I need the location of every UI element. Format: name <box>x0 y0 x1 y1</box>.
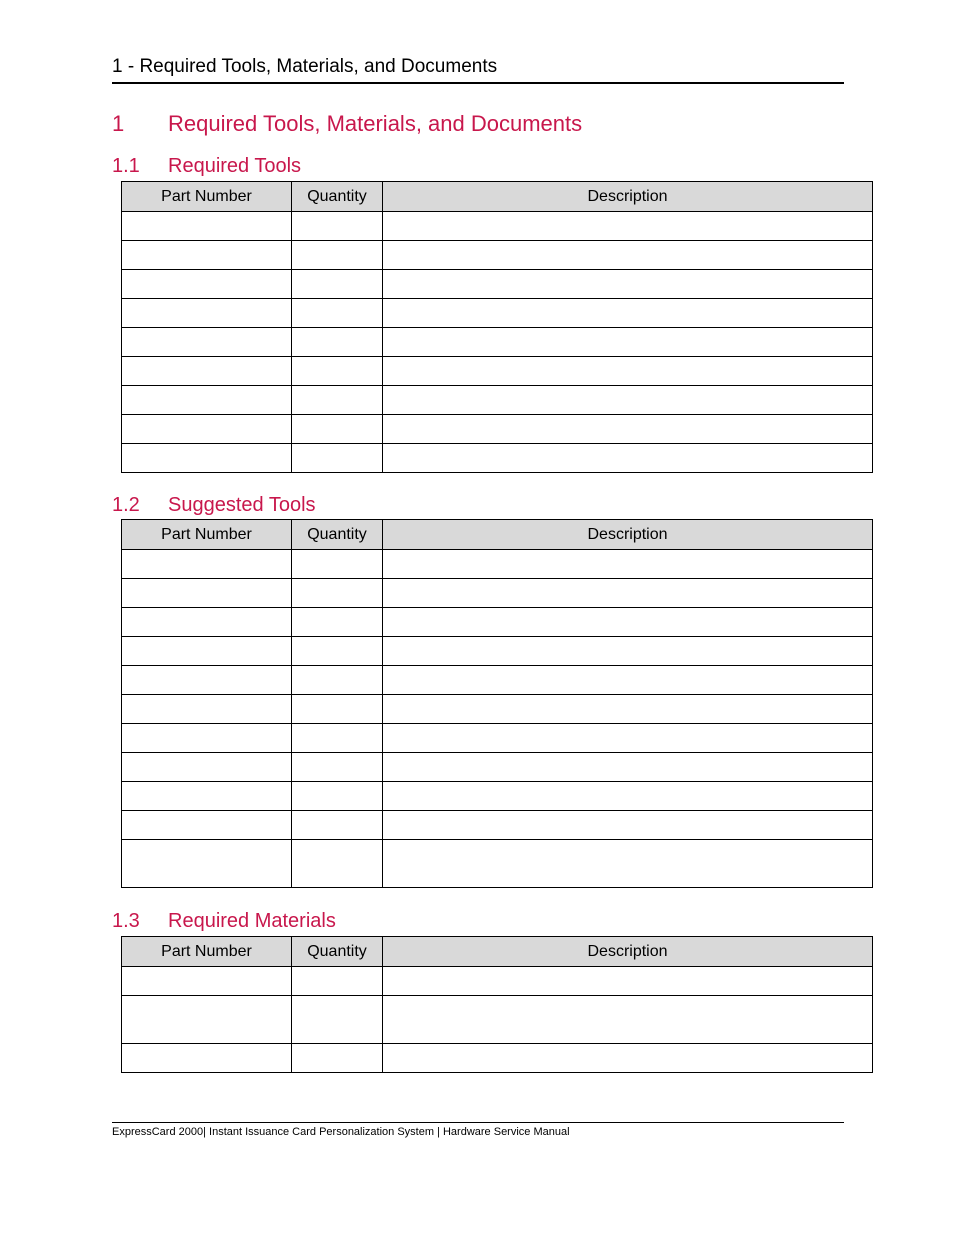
description-cell <box>383 579 873 608</box>
table-row <box>122 270 873 299</box>
description-cell <box>383 212 873 241</box>
table-row <box>122 753 873 782</box>
chapter-heading <box>112 110 582 138</box>
part-number-cell <box>122 782 292 811</box>
column-header-quantity: Quantity <box>292 937 383 967</box>
description-cell <box>383 996 873 1044</box>
chapter-number: 1 <box>112 111 125 136</box>
quantity-cell <box>292 1044 383 1073</box>
table-row <box>122 579 873 608</box>
required-materials-table <box>121 936 873 1073</box>
table-row <box>122 840 873 888</box>
table-row <box>122 811 873 840</box>
part-number-cell <box>122 724 292 753</box>
table-row <box>122 608 873 637</box>
description-cell <box>383 415 873 444</box>
table-row <box>122 299 873 328</box>
required-tools-table <box>121 181 873 473</box>
part-number-cell <box>122 695 292 724</box>
table-row <box>122 415 873 444</box>
section-number: 1.1 <box>112 155 140 177</box>
table-row <box>122 967 873 996</box>
description-cell <box>383 386 873 415</box>
table-row <box>122 666 873 695</box>
quantity-cell <box>292 357 383 386</box>
part-number-cell <box>122 753 292 782</box>
quantity-cell <box>292 579 383 608</box>
column-header-part-number: Part Number <box>122 937 292 967</box>
section-title: Required Tools <box>168 155 302 177</box>
quantity-cell <box>292 299 383 328</box>
section-heading-required-tools <box>112 154 301 178</box>
quantity-cell <box>292 724 383 753</box>
description-cell <box>383 637 873 666</box>
table-row <box>122 996 873 1044</box>
table-row <box>122 386 873 415</box>
table-header-row <box>122 520 873 550</box>
quantity-cell <box>292 328 383 357</box>
column-header-description: Description <box>383 520 873 550</box>
running-header <box>112 55 844 84</box>
part-number-cell <box>122 840 292 888</box>
quantity-cell <box>292 386 383 415</box>
quantity-cell <box>292 270 383 299</box>
description-cell <box>383 753 873 782</box>
description-cell <box>383 444 873 473</box>
column-header-part-number: Part Number <box>122 182 292 212</box>
part-number-cell <box>122 270 292 299</box>
quantity-cell <box>292 550 383 579</box>
column-header-quantity: Quantity <box>292 520 383 550</box>
description-cell <box>383 270 873 299</box>
quantity-cell <box>292 753 383 782</box>
section-heading-suggested-tools <box>112 493 316 517</box>
column-header-description: Description <box>383 182 873 212</box>
footer-text: ExpressCard 2000| Instant Issuance Card Personalization System | Hardware Service Manual <box>112 1126 570 1138</box>
suggested-tools-table <box>121 519 873 888</box>
quantity-cell <box>292 967 383 996</box>
description-cell <box>383 328 873 357</box>
table-header-row <box>122 182 873 212</box>
part-number-cell <box>122 444 292 473</box>
table-row <box>122 212 873 241</box>
part-number-cell <box>122 386 292 415</box>
description-cell <box>383 724 873 753</box>
quantity-cell <box>292 608 383 637</box>
part-number-cell <box>122 212 292 241</box>
part-number-cell <box>122 637 292 666</box>
table-row <box>122 1044 873 1073</box>
description-cell <box>383 241 873 270</box>
quantity-cell <box>292 666 383 695</box>
description-cell <box>383 299 873 328</box>
part-number-cell <box>122 967 292 996</box>
section-number: 1.3 <box>112 910 140 932</box>
table-header-row <box>122 937 873 967</box>
quantity-cell <box>292 637 383 666</box>
quantity-cell <box>292 444 383 473</box>
section-number: 1.2 <box>112 494 140 516</box>
description-cell <box>383 695 873 724</box>
section-title: Suggested Tools <box>168 494 316 516</box>
table-row <box>122 782 873 811</box>
section-heading-required-materials <box>112 909 336 933</box>
description-cell <box>383 967 873 996</box>
part-number-cell <box>122 241 292 270</box>
page-footer <box>112 1122 844 1139</box>
part-number-cell <box>122 996 292 1044</box>
table-row <box>122 328 873 357</box>
description-cell <box>383 608 873 637</box>
description-cell <box>383 357 873 386</box>
table-row <box>122 444 873 473</box>
table-row <box>122 724 873 753</box>
part-number-cell <box>122 357 292 386</box>
part-number-cell <box>122 608 292 637</box>
quantity-cell <box>292 415 383 444</box>
part-number-cell <box>122 811 292 840</box>
section-title: Required Materials <box>168 910 336 932</box>
chapter-title: Required Tools, Materials, and Documents <box>168 111 583 136</box>
column-header-part-number: Part Number <box>122 520 292 550</box>
quantity-cell <box>292 811 383 840</box>
quantity-cell <box>292 212 383 241</box>
column-header-description: Description <box>383 937 873 967</box>
quantity-cell <box>292 996 383 1044</box>
part-number-cell <box>122 299 292 328</box>
part-number-cell <box>122 550 292 579</box>
part-number-cell <box>122 579 292 608</box>
description-cell <box>383 666 873 695</box>
table-row <box>122 241 873 270</box>
running-header-title: 1 - Required Tools, Materials, and Documents <box>112 56 498 77</box>
part-number-cell <box>122 328 292 357</box>
part-number-cell <box>122 666 292 695</box>
description-cell <box>383 1044 873 1073</box>
quantity-cell <box>292 840 383 888</box>
table-row <box>122 550 873 579</box>
table-row <box>122 695 873 724</box>
description-cell <box>383 782 873 811</box>
quantity-cell <box>292 782 383 811</box>
table-row <box>122 637 873 666</box>
description-cell <box>383 840 873 888</box>
quantity-cell <box>292 695 383 724</box>
part-number-cell <box>122 415 292 444</box>
description-cell <box>383 811 873 840</box>
part-number-cell <box>122 1044 292 1073</box>
table-row <box>122 357 873 386</box>
quantity-cell <box>292 241 383 270</box>
column-header-quantity: Quantity <box>292 182 383 212</box>
description-cell <box>383 550 873 579</box>
